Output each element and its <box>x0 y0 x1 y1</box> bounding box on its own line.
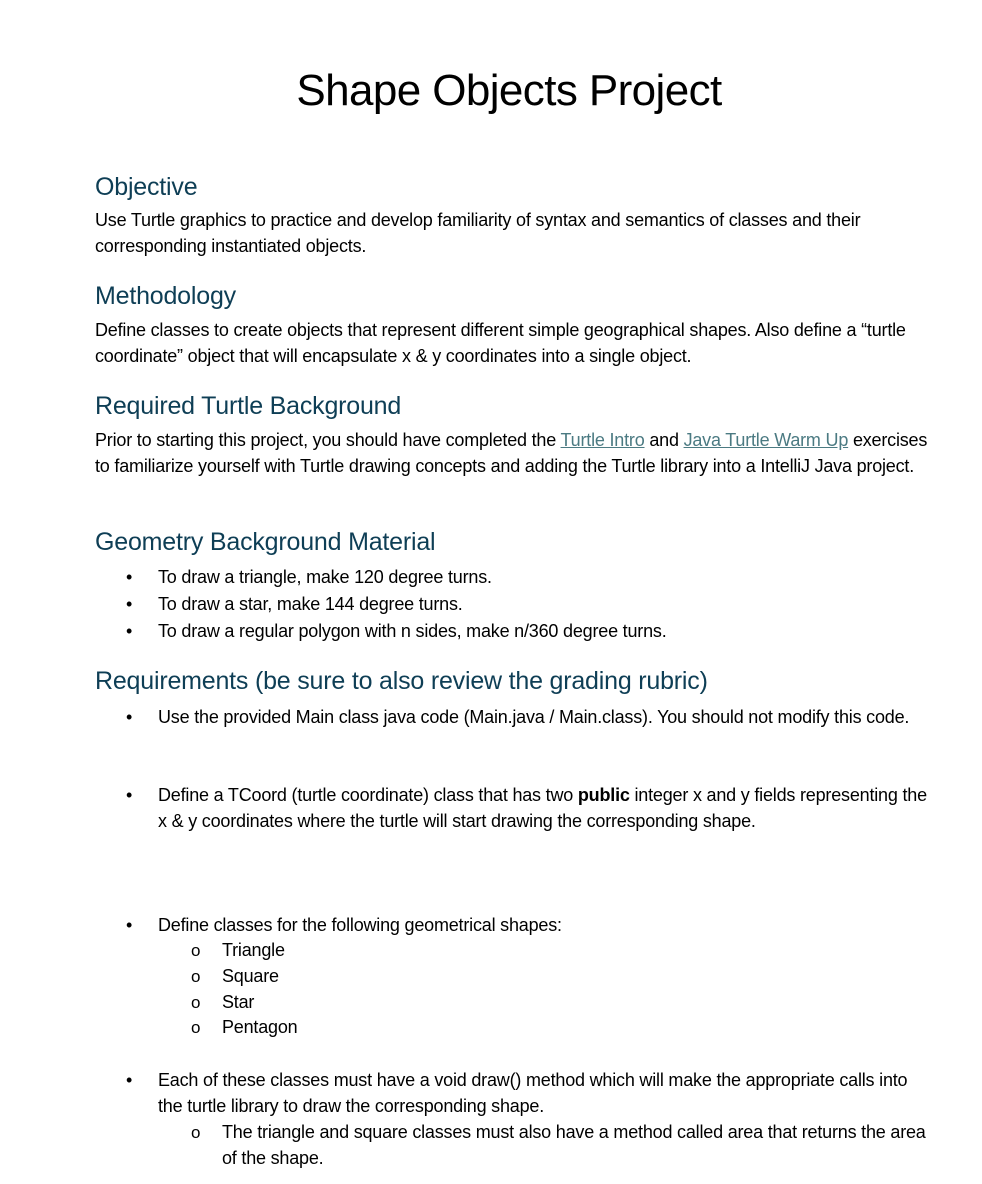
geometry-heading: Geometry Background Material <box>95 528 436 556</box>
bullet-icon: • <box>126 915 133 935</box>
tcoord-text-bold: public <box>577 785 630 805</box>
requirement-shapes: Define classes for the following geometrical shapes: <box>158 915 562 935</box>
sub-bullet-icon: o <box>191 967 201 986</box>
methodology-text: Define classes to create objects that represent different simple geographical shapes. Also define a “turtle coordinate” object that will encapsulate x & y coordinates into a single object. <box>95 320 906 366</box>
requirement-tcoord <box>158 782 928 834</box>
sub-bullet-icon: o <box>191 1018 201 1037</box>
requirement-draw-method: Each of these classes must have a void draw() method which will make the appropriate calls into the turtle library to draw the corresponding shape. <box>158 1070 908 1116</box>
sub-bullet-icon: o <box>191 1123 201 1142</box>
requirement-main-class: Use the provided Main class java code (Main.java / Main.class). You should not modify this code. <box>158 707 910 727</box>
sub-bullet-icon: o <box>191 993 201 1012</box>
geometry-item: To draw a star, make 144 degree turns. <box>158 594 463 614</box>
java-turtle-warm-up-link[interactable]: Java Turtle Warm Up <box>683 430 849 450</box>
requirement-area-method: The triangle and square classes must also have a method called area that returns the area of the shape. <box>222 1122 926 1168</box>
bullet-icon: • <box>126 567 133 587</box>
bullet-icon: • <box>126 621 133 641</box>
tcoord-text-after: integer x and y fields representing the x & y coordinates where the turtle will start drawing the corresponding shape. <box>158 785 927 831</box>
bullet-icon: • <box>126 707 133 727</box>
methodology-heading: Methodology <box>95 282 236 310</box>
shape-item: Star <box>222 992 255 1012</box>
objective-text: Use Turtle graphics to practice and develop familiarity of syntax and semantics of classes and their corresponding instantiated objects. <box>95 210 861 256</box>
page-title: Shape Objects Project <box>296 66 722 115</box>
requirements-heading: Requirements (be sure to also review the grading rubric) <box>95 667 708 695</box>
geometry-item: To draw a regular polygon with n sides, make n/360 degree turns. <box>158 621 667 641</box>
geometry-item: To draw a triangle, make 120 degree turns. <box>158 567 492 587</box>
sub-bullet-icon: o <box>191 941 201 960</box>
background-text-before: Prior to starting this project, you should have completed the <box>95 430 561 450</box>
background-text <box>95 427 940 479</box>
background-heading: Required Turtle Background <box>95 392 402 420</box>
bullet-icon: • <box>126 785 133 805</box>
shape-item: Pentagon <box>222 1017 298 1037</box>
tcoord-text-before: Define a TCoord (turtle coordinate) class that has two <box>158 785 578 805</box>
bullet-icon: • <box>126 1070 133 1090</box>
shape-item: Triangle <box>222 940 285 960</box>
objective-heading: Objective <box>95 173 198 201</box>
bullet-icon: • <box>126 594 133 614</box>
background-text-mid: and <box>644 430 684 450</box>
shape-item: Square <box>222 966 279 986</box>
turtle-intro-link[interactable]: Turtle Intro <box>560 430 645 450</box>
background-text-after: exercises to familiarize yourself with Turtle drawing concepts and adding the Turtle library into a IntelliJ Java project. <box>95 430 928 476</box>
